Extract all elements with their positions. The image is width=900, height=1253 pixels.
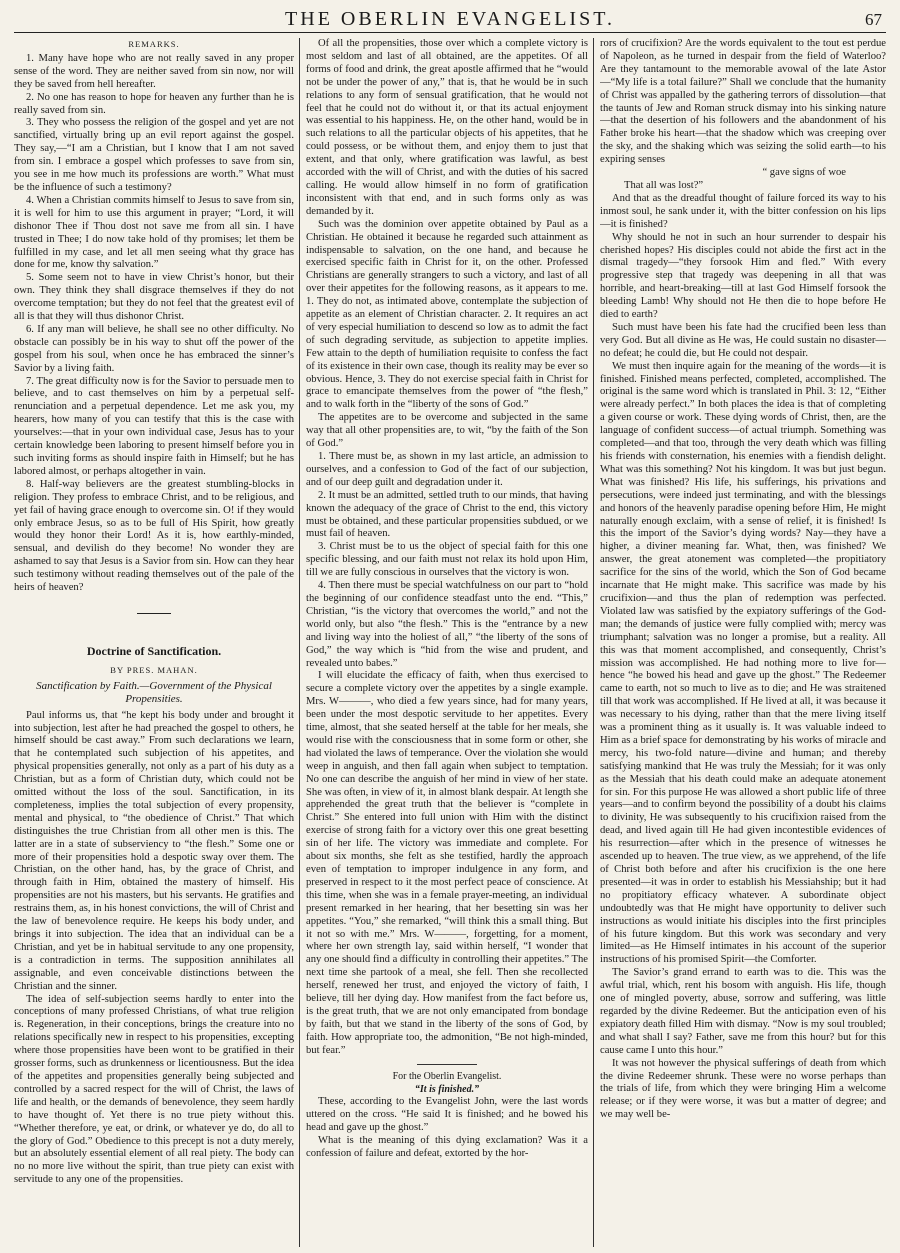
article-paragraph: And that as the dreadful thought of failure forced its way to his inmost soul, he sank under it, with the bitter confession on his lips—it is finished?	[600, 192, 886, 230]
article-paragraph: The appetites are to be overcome and subjected in the same way that all other propensities are, to wit, “by the faith of the Son of God.”	[306, 412, 588, 450]
article-paragraph: Such was the dominion over appetite obtained by Paul as a Christian. He obtained it because he regarded such attainment as indispensable to salvation, on the one hand, and because he exercised specific faith in Christ for it, on the other. Professed Christians are generally strangers to such a victory, and last of all over their appetites for the following reasons, as it appears to me. 1. They do not, as intimated above, contemplate the subjection of appetite as an element of Christian character. 2. It requires an act of very especial humiliation to descend so low as to admit the fact of such degrading servitude, as subjection to appetite implies. Few attain to the depth of humiliation requisite to confess the fact of its existence in their own case, though its reality may be ever so obvious. Hence, 3. They do not exercise special faith in Christ for grace to emancipate themselves from the power of “the flesh,” and to walk forth in the “liberty of the sons of God.”	[306, 218, 588, 411]
remark: 6. If any man will believe, he shall see no other difficulty. No obstacle can possibly be in his way to shut off the power of the gospel from his soul, when once he has embraced the sinner’s Savior by a living faith.	[14, 323, 294, 374]
article-paragraph: Paul informs us, that “he kept his body under and brought it into subjection, lest after he had preached the gospel to others, he himself should be cast away.” From such declarations we learn, that he contemplated such subjection of his appetites, and physical propensities generally, not only as a part of his duty as a Christian, but as a form of Christian duty, which could not be omitted without the loss of the soul. Sanctification, in its completeness, implies the total subjection of every propensity, mental and physical, to “the obedience of Christ.” That which distinguishes the true Christian from all other men is this. The latter are in a state of subserviency to “the flesh.” Some one or more of their propensities hold a despotic sway over them. The Christian, on the other hand, has, by the grace of Christ, and through faith in Him, obtained the mastery of himself. His propensities are not his masters, but his servants. He gratifies and restrains them, as, in his honest convictions, the will of Christ and the law of benevolence require. He keeps his body under, and brings it into subjection. The idea that an individual can be a Christian, and yet be in habitual servitude to any one propensity, is a contradiction in terms. The supposition annihilates all assignable, and even conceivable distinctions between the Christian and the sinner.	[14, 709, 294, 992]
article-subtitle: Sanctification by Faith.—Government of the Physical Propensities.	[36, 679, 272, 705]
article-paragraph: Of all the propensities, those over which a complete victory is most seldom and last of all obtained, are the appetites. Of all forms of food and drink, the great apostle affirmed that he “would not be under the power of any,” that is, that he would be in such relations to any form of sensual gratification, that he would not feel that he could not do without it, or that its actual enjoyment was essential to his happiness. He, on the other hand, would be in such relations to all the particular objects of his appetites, that he could possess, or be without them, and enjoy them to just that extent, and that only, where gratification was lawful, as best accorded with the will of Christ, and with the duties of his sacred calling. He would allow himself in no form of gratification inconsistent with that end, and in such forms only as was demanded by it.	[306, 38, 588, 217]
remark: 2. No one has reason to hope for heaven any further than he is really saved from sin.	[14, 91, 294, 116]
article-paragraph: 1. There must be, as shown in my last article, an admission to ourselves, and a confession to God of the fact of our subjection, and of our deep guilt and degradation under it.	[306, 451, 588, 488]
column-3	[600, 38, 886, 1247]
remarks-heading: REMARKS.	[128, 39, 180, 49]
column-2	[306, 38, 588, 1247]
column-divider	[299, 38, 300, 1247]
item-subtitle: “It is finished.”	[414, 1083, 480, 1095]
verse-line: That all was lost?”	[624, 179, 704, 191]
masthead-title: THE OBERLIN EVANGELIST.	[285, 8, 615, 30]
article-paragraph: What is the meaning of this dying exclamation? Was it a confession of failure and defeat, extorted by the hor-	[306, 1135, 588, 1160]
verse-line: “ gave signs of woe	[762, 167, 846, 179]
section-divider	[417, 1064, 477, 1065]
remark: 3. They who possess the religion of the gospel and yet are not sanctified, virtually bring up an evil report against the gospel. They say,—“I am a Christian, but I know that I am not saved from sin. I embrace a gospel which professes to save from sin, you see in me how much its professions are worth.” What must be the influence of such a testimony?	[14, 117, 294, 193]
remark: 5. Some seem not to have in view Christ’s honor, but their own. They think they shall disgrace themselves if they do not overcome temptation; but they do not feel that the greatest evil of all is that they will thus dishonor Christ.	[14, 272, 294, 323]
article-paragraph: I will elucidate the efficacy of faith, when thus exercised to secure a complete victory over the appetites by a single example. Mrs. W———, who died a few years since, had for many years, been under the most despotic servitude to her appetites. Every time, almost, that she seated herself at the table for her meals, she would rise with the consciousness that in some form or other, she had violated the laws of temperance. Over the violation she would weep in anguish, and then fall again when subject to temptation. No one can describe the anguish of her mind in view of her state. She was often, in view of it, in almost blank despair. At length she apprehended the great truth that the believer is “complete in Christ.” She entered into full union with Him with the distinct exercise of strong faith for a victory over this one great besetting sin of her life. The victory was immediate and complete. For about six months, she felt as she testified, hardly the approach even of temptation to improper indulgence in any form, and preserved in respect to it the most perfect peace of conscience. At this time, when she was in a female prayer-meeting, an individual present remarked in her hearing, that her besetting sin was her appetites. “You,” she remarked, “will think this a small thing. But it not so with me.” Mrs. W———, forgetting, for a moment, where her own strength lay, said within herself, “I wonder that any one should find a difficulty in controlling their appetites.” The next time she partook of a meal, she fell. Then she recollected herself, renewed her trust, and enjoyed the victory of faith, I believe, till her dying day. How manifest from the fact before us, is the great truth, that we are not only emancipated from bondage by faith, but that we stand in the liberty of the sons of God, by faith. How appropriate too, the admonition, “Be not high-minded, but fear.”	[306, 670, 588, 1056]
article-paragraph: It was not however the physical sufferings of death from which the divine Redeemer shrunk. These were no worse perhaps than the trials of life, from which they were bringing Him a welcome release; or if they were worse, it was but a matter of degree; and we may well be-	[600, 1057, 886, 1121]
remark: 1. Many have hope who are not really saved in any proper sense of the word. They are neither saved from sin now, nor will they be saved from hell hereafter.	[14, 52, 294, 90]
article-paragraph: 2. It must be an admitted, settled truth to our minds, that having known the adequacy of the grace of Christ to the end, this victory must be obtained, and these particular propensities subdued, or we must fail of heaven.	[306, 489, 588, 540]
remark: 7. The great difficulty now is for the Savior to persuade men to believe, and to cast themselves on him by a perpetual self-renunciation and a perpetual dependence. Let me ask you, my hearers, how many of you can testify that this is the case with yourselves:—that in your own individual case, Jesus has to your certain knowledge been laboring to present himself before you in such inviting forms as should inspire faith in Himself; but he has labored almost, or perhaps altogether in vain.	[14, 375, 294, 477]
column-divider	[593, 38, 594, 1247]
article-paragraph: 3. Christ must be to us the object of special faith for this one specific blessing, and our faith must not relax its hold upon Him, till we are fully conscious in ourselves that the victory is won.	[306, 541, 588, 579]
article-paragraph: The Savior’s grand errand to earth was to die. This was the awful trial, which, rent his bosom with anguish. His life, though one of mingled poverty, abuse, sorrow and suffering, was little regarded by the divine Redeemer. But the anticipation even of his expiatory death filled Him with dismay. “Now is my soul troubled; and what shall I say? Father, save me from this hour? but for this cause came I unto this hour.”	[600, 967, 886, 1056]
item-title: For the Oberlin Evangelist.	[392, 1070, 502, 1082]
article-byline: BY PRES. MAHAN.	[110, 664, 198, 675]
masthead	[14, 6, 886, 33]
article-paragraph: rors of crucifixion? Are the words equivalent to the tout est perdue of Napoleon, as he turned in despair from the field of Waterloo? Are they tantamount to the memorable avowal of the late Astor—“My life is a total failure?” Shall we conclude that the humanity of Christ was appalled by the gathering terrors of dissolution—that the taunts of Jew and Roman struck dismay into his sinking nature—that the desertion of his followers and the abandonment of his Father broke his heart—that the shadow which was creeping over the sky, and the shaking which was seizing the solid earth—to his expiring senses	[600, 38, 886, 166]
article-paragraph: We must then inquire again for the meaning of the words—it is finished. Finished means perfected, completed, accomplished. The original is the same word which is translated in Phil. 3: 12, “Either were already perfect.” In both places the idea is that of completing a given course or work. These dying words of Christ, then, are the language of confident success—of actual triumph. Something was completed—and that too, through the very death which was filling his friends with consternation, his enemies with a fiendish delight. What was this something? Not his kingdom. It was but just begun. What was finished? His life, his sufferings, his privations and persecutions, were indeed just terminating, and with the blessings and honors of the heavenly paradise opening before Him, He might naturally enough exclaim, with a sense of relief, it is finished! Is this the import of the Savior’s dying words? Nay—they have a higher, a diviner meaning far. What, then, was finished? We answer, the great atonement was completed—the propitiatory sacrifice for the sins of the world, which the Son of God became incarnate that He might make. This sacrifice was made by his crucifixion—and thus the plan of redemption was perfected. Violated law was satisfied by the expiatory sufferings of the God-man; the demands of justice were fully complied with; mercy was triumphant; salvation was no longer a promise, but a reality. All this was that moment accomplished, and consequently, Christ’s mission was accomplished. He had nothing more to live for—hence “he bowed his head and gave up the ghost.” The Redeemer came to earth, not so much to live as to die; and He was straitened till that work was accomplished. If He lived at all, it was because it was necessary to his dying, rather than that the mere living itself was a prominent thing as it usually is. It was valuable indeed to Him as a brief space for demonstrating by his works of miracle and mercy, his two-fold nature—divine and human; and thereby satisfying mankind that He was truly the Messiah; for it was only as the Messiah that his death could make an adequate atonement for sin. For this purpose He was allowed a short public life of three years—and to confirm beyond the possibility of a doubt his claims to divinity, He was subsequently to his crucifixion raised from the dead, and lived again till He had given incontestible evidences of his resurrection—after which in the presence of witnesses he ascended up to heaven. The true view, as we apprehend, of the life of Christ both before and after his crucifixion is the one here presented—it was in order to establish his Messiahship; but it had no propitiatory efficacy whatever. A subordinate object undoubtedly was that He might have opportunity to deliver such instructions as would initiate his disciples into the first principles of his future kingdom. But this work was secondary and very limited—as He Himself intimates in his account of the superior instructions of his promised Spirit—the Comforter.	[600, 360, 886, 966]
article-paragraph: The idea of self-subjection seems hardly to enter into the conceptions of many professed Christians, of what true religion is. Regeneration, in their conceptions, brings the creature into no relations specifically new in respect to his propensities, excepting where those propensities have been wont to be gratified in their grosser forms, such as drunkenness or licentiousness. But the idea of the appetites and propensities generally being subjected and controlled by a sacred respect for the will of Christ, the laws of life and health, or the demands of benevolence, they seem hardly to have thought of. Yet there is no true piety without this. “Whether therefore, ye eat, or drink, or whatever ye do, do all to the glory of God.” Obedience to this precept is not a duty merely, but an absolutely essential element of all real piety. The body can no no more live without the spirit, than true piety can exist with servitude to any one of the propensities.	[14, 993, 294, 1186]
column-1	[14, 38, 294, 1247]
article-paragraph: Why should he not in such an hour surrender to despair his cherished hopes? His disciples could not abide the first act in the dismal tragedy—“they forsook Him and fled.” With every progressive step that tragedy was deepening in all that was horrible, and heart-breaking—till at last God Himself forsook the bleeding Lamb! Why should not He then die to hope before He died to earth?	[600, 231, 886, 321]
section-ornament	[14, 595, 294, 637]
remark: 8. Half-way believers are the greatest stumbling-blocks in religion. They profess to embrace Christ, and to be religious, and yet fail of having grace enough to overcome sin. O! if they would only embrace Jesus, so as to be full of His Spirit, how greatly would they honor their Lord! As it is, how earthly-minded, sensual, and devilish do they become! No wonder they are ashamed to say that Jesus is a Savior from sin. How can they hear such testimony without reading themselves out of the pale of the heirs of heaven?	[14, 478, 294, 594]
article-paragraph: These, according to the Evangelist John, were the last words uttered on the cross. “He said It is finished; and he bowed his head and gave up the ghost.”	[306, 1096, 588, 1134]
page-number: 67	[865, 10, 882, 29]
article-paragraph: Such must have been his fate had the crucified been less than very God. But all divine as He was, He could sustain no disaster—no defeat; he could die, but He could not despair.	[600, 321, 886, 359]
remark: 4. When a Christian commits himself to Jesus to save from sin, it is well for him to use this argument in prayer; “Lord, it will dishonor Thee if Thou dost not save me from all sin. I have trusted in Thee; I do now take hold of thy promises; let them be fulfilled in my case, and let all men seeing what thy grace has done for me, know thy salvation.”	[14, 194, 294, 271]
article-paragraph: 4. Then there must be special watchfulness on our part to “hold the beginning of our confidence steadfast unto the end. “This,” Christian, “is the victory that overcomes the world,” and not the world only, but also “the flesh.” This is the “entrance by a new and living way into the holiest of all,” “the liberty of the sons of God,” the way which is “hid from the wise and prudent, and revealed unto babes.”	[306, 580, 588, 669]
article-title: Doctrine of Sanctification.	[86, 643, 222, 658]
